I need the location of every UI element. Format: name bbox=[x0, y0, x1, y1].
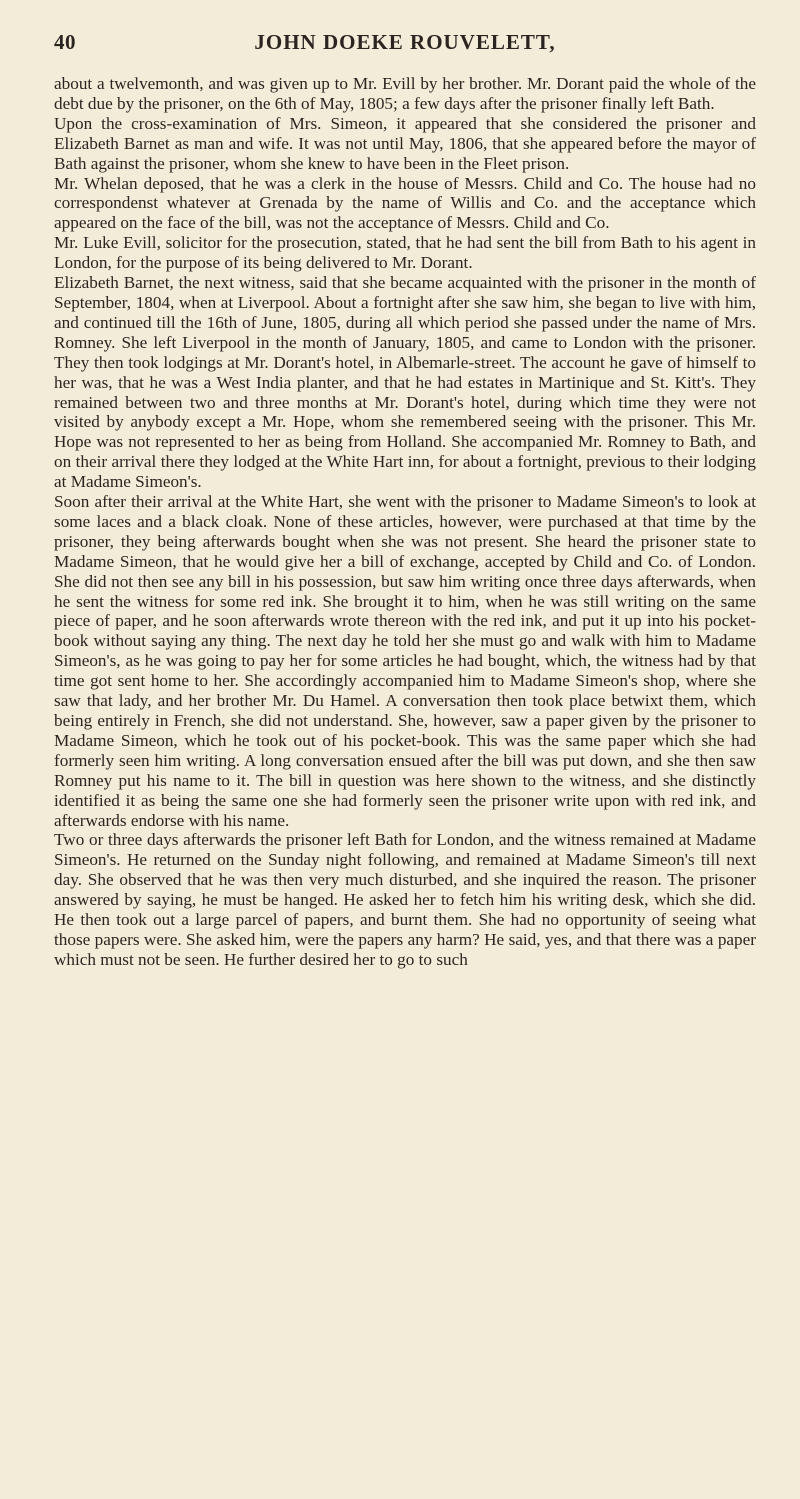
paragraph: Mr. Luke Evill, solicitor for the prosecution, stated, that he had sent the bill from Bath to his agent in London, for the purpose of its being delivered to Mr. Dorant. bbox=[54, 233, 756, 273]
running-head: JOHN DOEKE ROUVELETT, bbox=[254, 30, 556, 54]
paragraph: Elizabeth Barnet, the next witness, said that she became acquainted with the prisoner in the month of September, 1804, when at Liverpool. About a fortnight after she saw him, she began to live with him, and continued till the 16th of June, 1805, during all which period she passed under the name of Mrs. Romney. She left Liverpool in the month of January, 1805, and came to London with the prisoner. They then took lodgings at Mr. Dorant's hotel, in Albemarle-street. The account he gave of himself to her was, that he was a West India planter, and that he had estates in Martinique and St. Kitt's. They remained between two and three months at Mr. Dorant's hotel, during which time they were not visited by anybody except a Mr. Hope, whom she remembered seeing with the prisoner. This Mr. Hope was not represented to her as being from Holland. She accompanied Mr. Romney to Bath, and on their arrival there they lodged at the White Hart inn, for about a fortnight, previous to their lodging at Madame Simeon's. bbox=[54, 273, 756, 492]
paragraph: Upon the cross-examination of Mrs. Simeon, it appeared that she considered the prisoner and Elizabeth Barnet as man and wife. It was not until May, 1806, that she appeared before the mayor of Bath against the prisoner, whom she knew to have been in the Fleet prison. bbox=[54, 113, 756, 173]
paragraph: about a twelvemonth, and was given up to Mr. Evill by her brother. Mr. Dorant paid the whole of the debt due by the prisoner, on the 6th of May, 1805; a few days after the prisoner finally left Bath. bbox=[54, 74, 756, 113]
paragraph: Mr. Whelan deposed, that he was a clerk in the house of Messrs. Child and Co. The house had no correspondenst whatever at Grenada by the name of Willis and Co. and the acceptance which appeared on the face of the bill, was not the acceptance of Messrs. Child and Co. bbox=[54, 173, 756, 233]
page-number: 40 bbox=[54, 30, 76, 54]
page-header bbox=[54, 0, 756, 74]
paragraph: Soon after their arrival at the White Hart, she went with the prisoner to Madame Simeon's to look at some laces and a black cloak. None of these articles, however, were purchased at that time by the prisoner, they being afterwards bought when she was not present. She heard the prisoner state to Madame Simeon, that he would give her a bill of exchange, accepted by Child and Co. of London. She did not then see any bill in his possession, but saw him writing once three days afterwards, when he sent the witness for some red ink. She brought it to him, when he was still writing on the same piece of paper, and he soon afterwards wrote thereon with the red ink, and put it up into his pocket-book without saying any thing. The next day he told her she must go and walk with him to Madame Simeon's, as he was going to pay her for some articles he had bought, which, the witness had by that time got sent home to her. She accordingly accompanied him to Madame Simeon's shop, where she saw that lady, and her brother Mr. Du Hamel. A conversation then took place betwixt them, which being entirely in French, she did not understand. She, however, saw a paper given by the prisoner to Madame Simeon, which he took out of his pocket-book. This was the same paper which she had formerly seen him writing. A long conversation ensued after the bill was put down, and she then saw Romney put his name to it. The bill in question was here shown to the witness, and she distinctly identified it as being the same one she had formerly seen the prisoner write upon with red ink, and afterwards endorse with his name. bbox=[54, 492, 756, 830]
body-text bbox=[54, 74, 756, 970]
paragraph: Two or three days afterwards the prisoner left Bath for London, and the witness remained at Madame Simeon's. He returned on the Sunday night following, and remained at Madame Simeon's till next day. She observed that he was then very much disturbed, and she inquired the reason. The prisoner answered by saying, he must be hanged. He asked her to fetch him his writing desk, which she did. He then took out a large parcel of papers, and burnt them. She had no opportunity of seeing what those papers were. She asked him, were the papers any harm? He said, yes, and that there was a paper which must not be seen. He further desired her to go to such bbox=[54, 830, 756, 969]
